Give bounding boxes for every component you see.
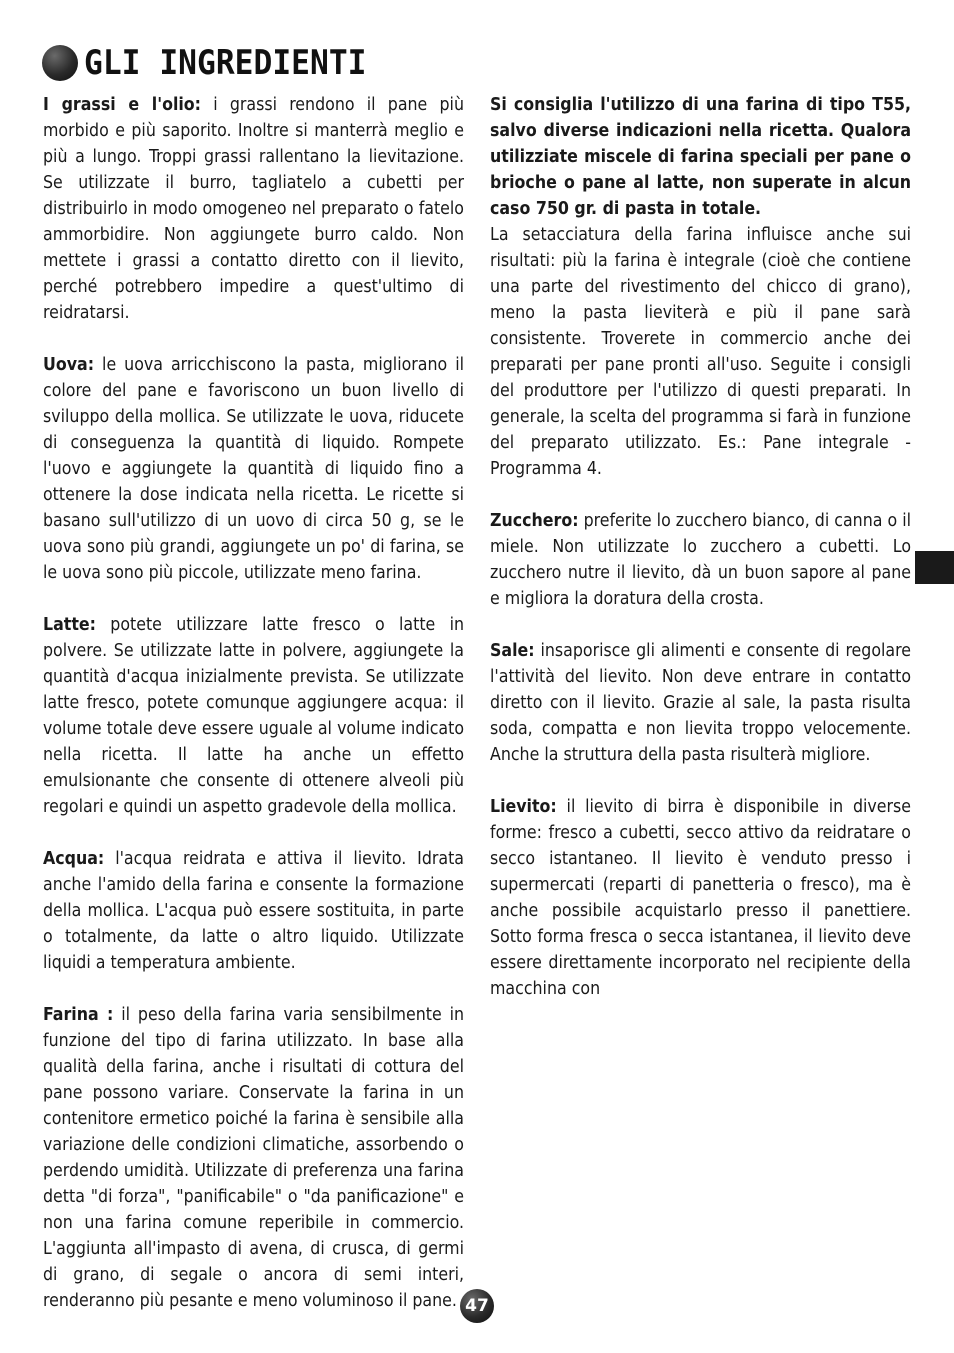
paragraph-sugar (490, 508, 911, 612)
paragraph-yeast (490, 794, 911, 1002)
text-salt: insaporisce gli alimenti e consente di regolare l'attività del lievito. Non deve entrare in contatto diretto con il lievito. Grazie al sale, la pasta risulta soda, compatta e non lievita troppo velocemente. Anche la struttura della pasta risulterà migliore. (490, 641, 911, 765)
text-water: l'acqua reidrata e attiva il lievito. Idrata anche l'amido della farina e consente la formazione della mollica. L'acqua può essere sostituita, in parte o totalmente, da latte o altro liquido. Utilizzate liquidi a temperatura ambiente. (43, 849, 464, 973)
bold-note-text: Si consiglia l'utilizzo di una farina di tipo T55, salvo diverse indicazioni nella ricetta. Qualora utilizziate miscele di farina speciali per pane o brioche o pane al latte, non superate in alcun caso 750 gr. di pasta in totale. (490, 95, 911, 219)
left-column (43, 92, 464, 1314)
term-water: Acqua: (43, 849, 105, 869)
paragraph-water (43, 846, 464, 976)
term-eggs: Uova: (43, 355, 95, 375)
page-number: 47 (460, 1289, 494, 1323)
term-salt: Sale: (490, 641, 535, 661)
section-tab-marker (915, 551, 954, 584)
term-milk: Latte: (43, 615, 96, 635)
text-flour: il peso della farina varia sensibilmente in funzione del tipo di farina utilizzato. In base alla qualità della farina, anche i risultati di cottura del pane possono variare. Conservate la farina in un contenitore ermetico poiché la farina è sensibile alla variazione delle condizioni climatiche, assorbendo o perdendo umidità. Utilizzate di preferenza una farina detta "di forza", "panificabile" o "da panificazione" e non una farina comune reperibile in commercio. L'aggiunta all'impasto di avena, di crusca, di germi di grano, di segale o ancora di semi interi, renderanno più pesante e meno voluminoso il pane. (43, 1005, 464, 1311)
term-flour: Farina : (43, 1005, 114, 1025)
paragraph-milk (43, 612, 464, 820)
page-header (42, 42, 391, 84)
term-sugar: Zucchero: (490, 511, 579, 531)
paragraph-salt (490, 638, 911, 768)
text-fats: i grassi rendono il pane più morbido e più saporito. Inoltre si manterrà meglio e più a lungo. Troppi grassi rallentano la lievitazione. Se utilizzate il burro, tagliatelo a cubetti per distribuirlo in modo omogeneo nel preparato o fatelo ammorbidire. Non aggiungete burro caldo. Non mettete i grassi a contatto diretto con il lievito, perché potrebbero impedire a quest'ultimo di reidratarsi. (43, 95, 464, 323)
text-yeast: il lievito di birra è disponibile in diverse forme: fresco a cubetti, secco attivo da reidratare o secco istantaneo. Il lievito è venduto presso i supermercati (reparti di panetteria o fresco), ma è anche possibile acquistarlo presso il panettiere. Sotto forma fresca o secca istantanea, il lievito deve essere direttamente incorporato nel recipiente della macchina con (490, 797, 911, 999)
text-milk: potete utilizzare latte fresco o latte in polvere. Se utilizzate latte in polvere, aggiungete la quantità d'acqua inizialmente prevista. Se utilizzate latte fresco, potete comunque aggiungere acqua: il volume totale deve essere uguale al volume indicato nella ricetta. Il latte ha anche un effetto emulsionante che consente di ottenere alveoli più regolari e quindi un aspetto gradevole della mollica. (43, 615, 464, 817)
page-title: GLI INGREDIENTI (84, 43, 367, 83)
right-column (490, 92, 911, 1002)
paragraph-flour-sifting: La setacciatura della farina influisce anche sui risultati: più la farina è integrale (cioè che contiene una parte del rivestimento del chicco di grano), meno la pasta lieviterà e più il pane sarà consistente. Troverete in commercio anche dei preparati per pane pronti all'uso. Seguite i consigli del produttore per l'utilizzo di questi preparati. In generale, la scelta del programma si farà in funzione del preparato utilizzato. Es.: Pane integrale - Programma 4. (490, 225, 911, 479)
bullet-circle-icon (42, 45, 78, 81)
flour-bold-note (490, 92, 911, 222)
text-eggs: le uova arricchiscono la pasta, migliorano il colore del pane e favoriscono un buon livello di sviluppo della mollica. Se utilizzate le uova, riducete di conseguenza la quantità di liquido. Rompete l'uovo e aggiungete la quantità di liquido fino a ottenere la dose indicata nella ricetta. Le ricette si basano sull'utilizzo di un uovo di circa 50 g, se le uova sono più grandi, aggiungete un po' di farina, se le uova sono più piccole, utilizzate meno farina. (43, 355, 464, 583)
text-sugar: preferite lo zucchero bianco, di canna o il miele. Non utilizzate lo zucchero a cubetti. Lo zucchero nutre il lievito, dà un buon sapore al pane e migliora la doratura della crosta. (490, 511, 911, 609)
paragraph-flour (43, 1002, 464, 1314)
term-fats: I grassi e l'olio: (43, 95, 201, 115)
term-yeast: Lievito: (490, 797, 557, 817)
paragraph-fats (43, 92, 464, 326)
paragraph-eggs (43, 352, 464, 586)
